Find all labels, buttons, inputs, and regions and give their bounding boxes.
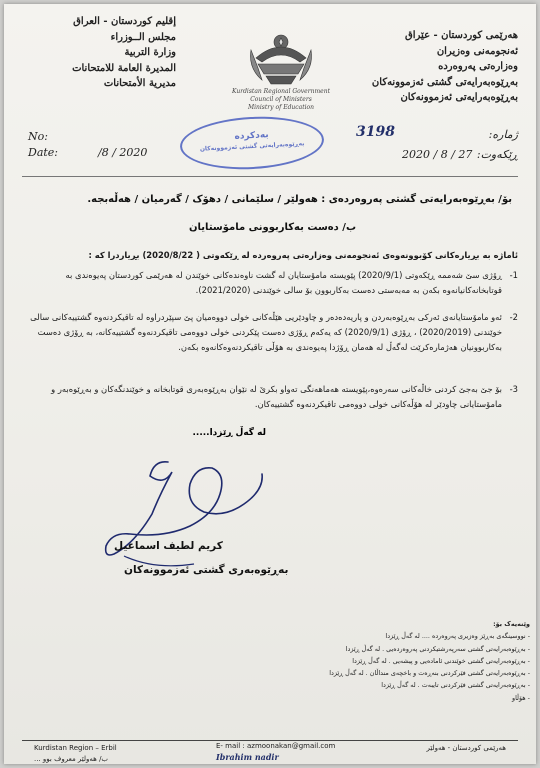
number-label: ژمارە: [488, 128, 518, 141]
header-divider [22, 176, 518, 177]
date-label: Date: [28, 146, 59, 159]
cc-list [300, 618, 530, 704]
krg-emblem-icon [236, 28, 326, 128]
item-2 [18, 310, 518, 355]
arabic-header-line: وزارة التربية [124, 47, 176, 58]
item-number: 3- [509, 384, 518, 394]
kurd-date-value: 2020 / 8 / 27 [402, 148, 473, 161]
kurd-date-label: ڕێکەوت: [476, 148, 518, 161]
arabic-header-line: المديرة العامة للامتحانات [72, 62, 176, 74]
footer-divider [22, 740, 518, 741]
footer-address-arabic: ب/ هەولێر معروف بوو ... [34, 755, 109, 763]
intro-paragraph: ئاماژە بە بڕیارەکانی کۆبوونەوەی ئەنجومەنی وەزارەتی پەروەردە لە ڕێکەوتی ( 2020/8/22) بڕیاردرا کە : [88, 250, 518, 260]
kurdish-header-line: وەزارەتی پەروەردە [438, 61, 518, 72]
cc-item: - بەڕێوەبەرایەتی گشتی فێرکردنی تایبەت . لە گەڵ ڕێزدا [381, 681, 530, 690]
item-text: بۆ جێ بەجێ کردنی خاڵەکانی سەرەوە،پێویستە هەماهەنگی تەواو بکرێ لە نێوان بەڕێوەبەری قوتابخانە و خوێندنگەکان و بەڕێوەبەر و مامۆستایانی چاودێر لە هۆڵەکانی خولی دووەمی تاقیکردنەوە گشتییەکان. [51, 384, 502, 409]
address-line: بۆ/ بەڕێوەبەرایەتی گشتی پەروەردەی : هەولێر / سلێمانی / دهۆک / گەرمیان / هەڵەبجە. [87, 194, 512, 205]
item-text: ڕۆژی سێ شەممە ڕێکەوتی (2020/9/1) پێویستە مامۆستایان لە گشت ناوەندەکانی خوێندن لە هەرێمی کوردستان پەیوەندی بە قوتابخانەکانیانەوە بکەن بە مەبەستی دەست بەکاربوون بۆ سالی خوێندنی (2021/2020). [65, 270, 502, 295]
official-stamp [179, 113, 326, 172]
item-number: 1- [509, 270, 518, 280]
kurdish-header-line: هەرێمی کوردستان - عێراق [405, 30, 518, 41]
document-sheet [4, 4, 536, 764]
closing-text: لە گەڵ ڕێزدا..... [192, 428, 266, 438]
arabic-header-line: مجلس الــوزراء [110, 31, 176, 43]
arabic-header [26, 14, 176, 92]
arabic-header-line: مديرية الأمتحانات [103, 78, 176, 89]
signatory-title: بەڕێوەبەری گشتی ئەزموونەکان [124, 564, 289, 576]
footer-address-kurdish: هەرێمی کوردستان - هەولێر [426, 744, 506, 752]
kurdish-header-line: بەڕێوەبەرایەتی ئەزموونەکان [400, 92, 518, 103]
stamp-line: بەڕێوەبەرایەتی گشتی ئەزموونەکان [199, 140, 305, 153]
cc-item: - بەڕێوەبەرایەتی گشتی خوێندنی ئامادەیی و پیشەیی . لە گەڵ ڕێزدا [352, 656, 530, 665]
date-value: /8 / 2020 [98, 146, 148, 159]
number-value: 3198 [356, 124, 395, 140]
item-1 [18, 268, 518, 298]
signatory-name: كريم لطيف اسماعيل [114, 540, 223, 552]
cc-item: - بەڕێوەبەرایەتی گشتی فێرکردنی بنەڕەت و باخچەی منداڵان . لە گەڵ ڕێزدا [329, 669, 530, 678]
footer-email: E- mail : azmoonakan@gmail.com [216, 742, 336, 750]
cc-item: - نووسینگەی بەڕێز وەزیری پەروەردە .... لە گەڵ ڕێزدا [385, 632, 530, 641]
logo-caption-line: Council of Ministers [250, 96, 312, 103]
footer-handwritten-note: Ibrahim nadir [216, 752, 279, 762]
kurdish-header-line: ئەنجومەنی وەزیران [436, 45, 518, 57]
logo-caption-line: Kurdistan Regional Government [232, 88, 330, 95]
subject-line: ب/ دەست بەکاربوونی مامۆستایان [189, 222, 356, 233]
item-number: 2- [509, 312, 518, 322]
footer-address-latin: Kurdistan Region – Erbil [34, 744, 117, 752]
cc-heading: وێنەیەک بۆ: [493, 620, 530, 628]
no-label: No: [28, 130, 48, 143]
cc-item: - بەڕێوەبەرایەتی گشتی سەرپەرشتیکردنی پەروەردەیی . لە گەڵ ڕێزدا [345, 644, 530, 653]
item-text: ئەو مامۆستایانەی ئەرکی بەڕێوەبەردن و پاریەدەدەر و چاودێریی هێڵەکانی خولی دووەمیان پێ سپێردراوە لە تاقیکردنەوە گشتییەکانی سالی خوێندنی (2020/2019) ، ڕۆژی (2020/9/1) کە یەکەم ڕۆژی دەست پێکردنی خولی دووەمی تاقیکردنەوە گشتییەکانە، بە ڕۆژی دەست بەکاربوونیان هەژمارەکرێت لەگەڵ لە هەمان ڕۆژدا پەیوەندی بە هۆڵی تاقیکردنەوەکانەوە بکەن. [30, 312, 502, 352]
kurdish-header [333, 28, 518, 106]
logo-caption-line: Ministry of Education [247, 104, 315, 111]
logo-caption [219, 88, 343, 112]
arabic-header-line: إقليم كوردستان - العراق [73, 16, 176, 27]
stamp-line: بەدکردە [234, 130, 269, 142]
cc-item: - هۆڵاو [512, 693, 530, 702]
kurdish-header-line: بەڕێوەبەرایەتی گشتی ئەزموونەکان [371, 76, 518, 88]
item-3 [18, 382, 518, 412]
